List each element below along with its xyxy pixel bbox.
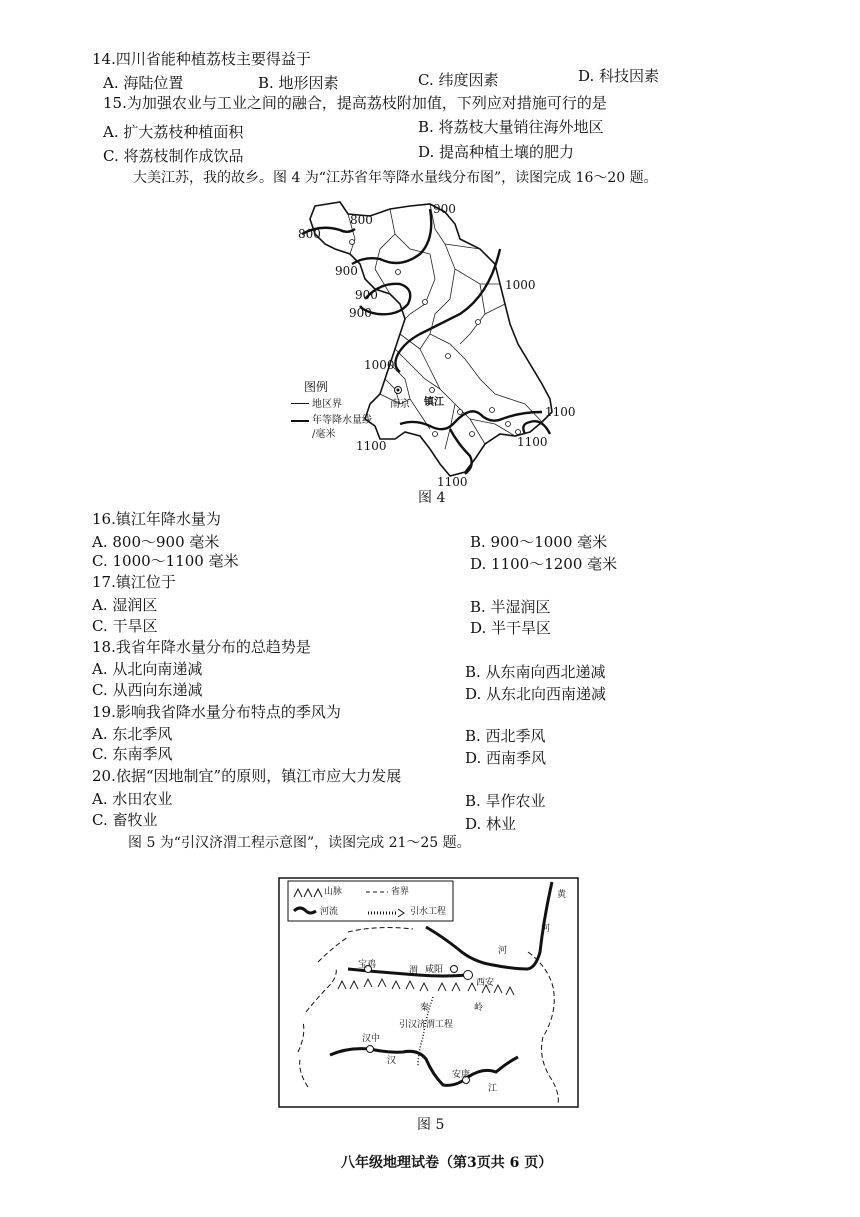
isoline-label: 1100 <box>517 435 548 449</box>
q15-option-c: C. 将荔枝制作成饮品 <box>103 147 244 165</box>
fig5-caption: 图 5 <box>417 1117 445 1133</box>
isoline-label: 1000 <box>505 278 536 292</box>
q15-option-b: B. 将荔枝大量销往海外地区 <box>418 118 604 136</box>
q18-option-b: B. 从东南向西北递减 <box>465 663 606 681</box>
q16-option-b: B. 900～1000 毫米 <box>470 533 608 551</box>
fig5-label-ling: 岭 <box>474 1003 484 1013</box>
q15-stem: 15.为加强农业与工业之间的融合，提高荔枝附加值，下列应对措施可行的是 <box>103 94 607 112</box>
fig5-label-qin: 秦 <box>420 1003 430 1013</box>
q16-option-d: D. 1100～1200 毫米 <box>470 555 618 573</box>
xianyang-marker <box>451 966 458 973</box>
q19-option-d: D. 西南季风 <box>465 749 547 767</box>
isoline-label: 900 <box>433 202 456 216</box>
q18-stem: 18.我省年降水量分布的总趋势是 <box>92 638 311 656</box>
fig5-label-xian: 西安 <box>476 978 495 988</box>
page-footer: 八年级地理试卷（第3页共 6 页） <box>341 1155 553 1171</box>
q15-option-d: D. 提高种植土壤的肥力 <box>418 143 575 161</box>
isoline-label: 900 <box>335 264 358 278</box>
q16-option-a: A. 800～900 毫米 <box>92 533 220 551</box>
fig5-legend-border: 省界 <box>391 887 410 897</box>
fig5-label-he2: 河 <box>498 946 508 956</box>
fig5-label-han: 汉 <box>387 1056 397 1066</box>
fig5-legend-river: 河流 <box>320 907 339 917</box>
q20-option-d: D. 林业 <box>465 815 517 833</box>
fig5-legend-mountain: 山脉 <box>324 887 343 897</box>
q19-stem: 19.影响我省降水量分布特点的季风为 <box>92 703 341 721</box>
city-nanjing-label: 南京 <box>390 399 410 410</box>
q19-option-c: C. 东南季风 <box>92 745 173 763</box>
q14-option-b: B. 地形因素 <box>258 74 339 92</box>
q14-stem: 14.四川省能种植荔枝主要得益于 <box>92 50 311 68</box>
isoline-label: 800 <box>298 227 321 241</box>
fig4-intro: 大美江苏，我的故乡。图 4 为“江苏省年等降水量线分布图”，读图完成 16～20 题。 <box>133 170 658 186</box>
q19-option-a: A. 东北季风 <box>92 725 173 743</box>
city-zhenjiang-label: 镇江 <box>424 397 444 408</box>
q20-option-a: A. 水田农业 <box>92 790 173 808</box>
isoline-label: 900 <box>355 288 378 302</box>
fig5-intro: 图 5 为“引汉济渭工程示意图”，读图完成 21～25 题。 <box>128 835 471 851</box>
q18-option-d: D. 从东北向西南递减 <box>465 685 607 703</box>
fig5-label-wei: 渭 <box>409 966 419 976</box>
q14-option-d: D. 科技因素 <box>578 67 660 85</box>
q16-stem: 16.镇江年降水量为 <box>92 510 221 528</box>
isoline-label: 1100 <box>545 405 576 419</box>
isoline-label: 1100 <box>437 475 468 489</box>
legend-isoline-line <box>291 420 309 422</box>
fig5-label-project: 引汉济渭工程 <box>399 1020 454 1030</box>
q20-option-b: B. 旱作农业 <box>465 792 546 810</box>
fig5-label-huang: 黄 <box>557 890 567 900</box>
q18-option-c: C. 从西向东递减 <box>92 681 203 699</box>
fig5-label-ankang: 安康 <box>452 1070 471 1080</box>
fig5-label-xianyang: 咸阳 <box>425 965 444 975</box>
q16-option-c: C. 1000～1100 毫米 <box>92 552 239 570</box>
q17-option-a: A. 湿润区 <box>92 596 158 614</box>
q20-stem: 20.依据“因地制宜”的原则，镇江市应大力发展 <box>92 767 402 785</box>
fig5-label-hanzhong: 汉中 <box>362 1034 381 1044</box>
q14-option-c: C. 纬度因素 <box>418 71 499 89</box>
fig5-label-he: 河 <box>541 924 551 934</box>
q17-stem: 17.镇江位于 <box>92 573 176 591</box>
isoline-label: 1100 <box>356 439 387 453</box>
fig4-legend-boundary: 地区界 <box>312 399 342 410</box>
fig4-legend-isoline: 年等降水量线 <box>312 415 372 426</box>
legend-boundary-line <box>291 403 309 404</box>
fig4-legend-title: 图例 <box>304 380 329 394</box>
q17-option-b: B. 半湿润区 <box>470 598 551 616</box>
isoline-label: 900 <box>349 306 372 320</box>
fig5-label-jiang: 江 <box>488 1084 498 1094</box>
isoline-label: 1000 <box>364 358 395 372</box>
q18-option-a: A. 从北向南递减 <box>92 660 203 678</box>
q19-option-b: B. 西北季风 <box>465 727 546 745</box>
fig5-label-baoji: 宝鸡 <box>358 960 377 970</box>
q17-option-c: C. 干旱区 <box>92 617 158 635</box>
fig5-legend-project: 引水工程 <box>410 907 447 917</box>
province-outline <box>310 202 552 476</box>
nanjing-marker <box>395 387 402 394</box>
q15-option-a: A. 扩大荔枝种植面积 <box>103 123 244 141</box>
q17-option-d: D. 半干旱区 <box>470 619 552 637</box>
fig4-caption: 图 4 <box>418 490 446 506</box>
xian-marker <box>464 971 473 980</box>
isoline-label: 800 <box>350 213 373 227</box>
q20-option-c: C. 畜牧业 <box>92 811 158 829</box>
q14-option-a: A. 海陆位置 <box>103 74 184 92</box>
fig4-legend-unit: /毫米 <box>312 429 336 440</box>
